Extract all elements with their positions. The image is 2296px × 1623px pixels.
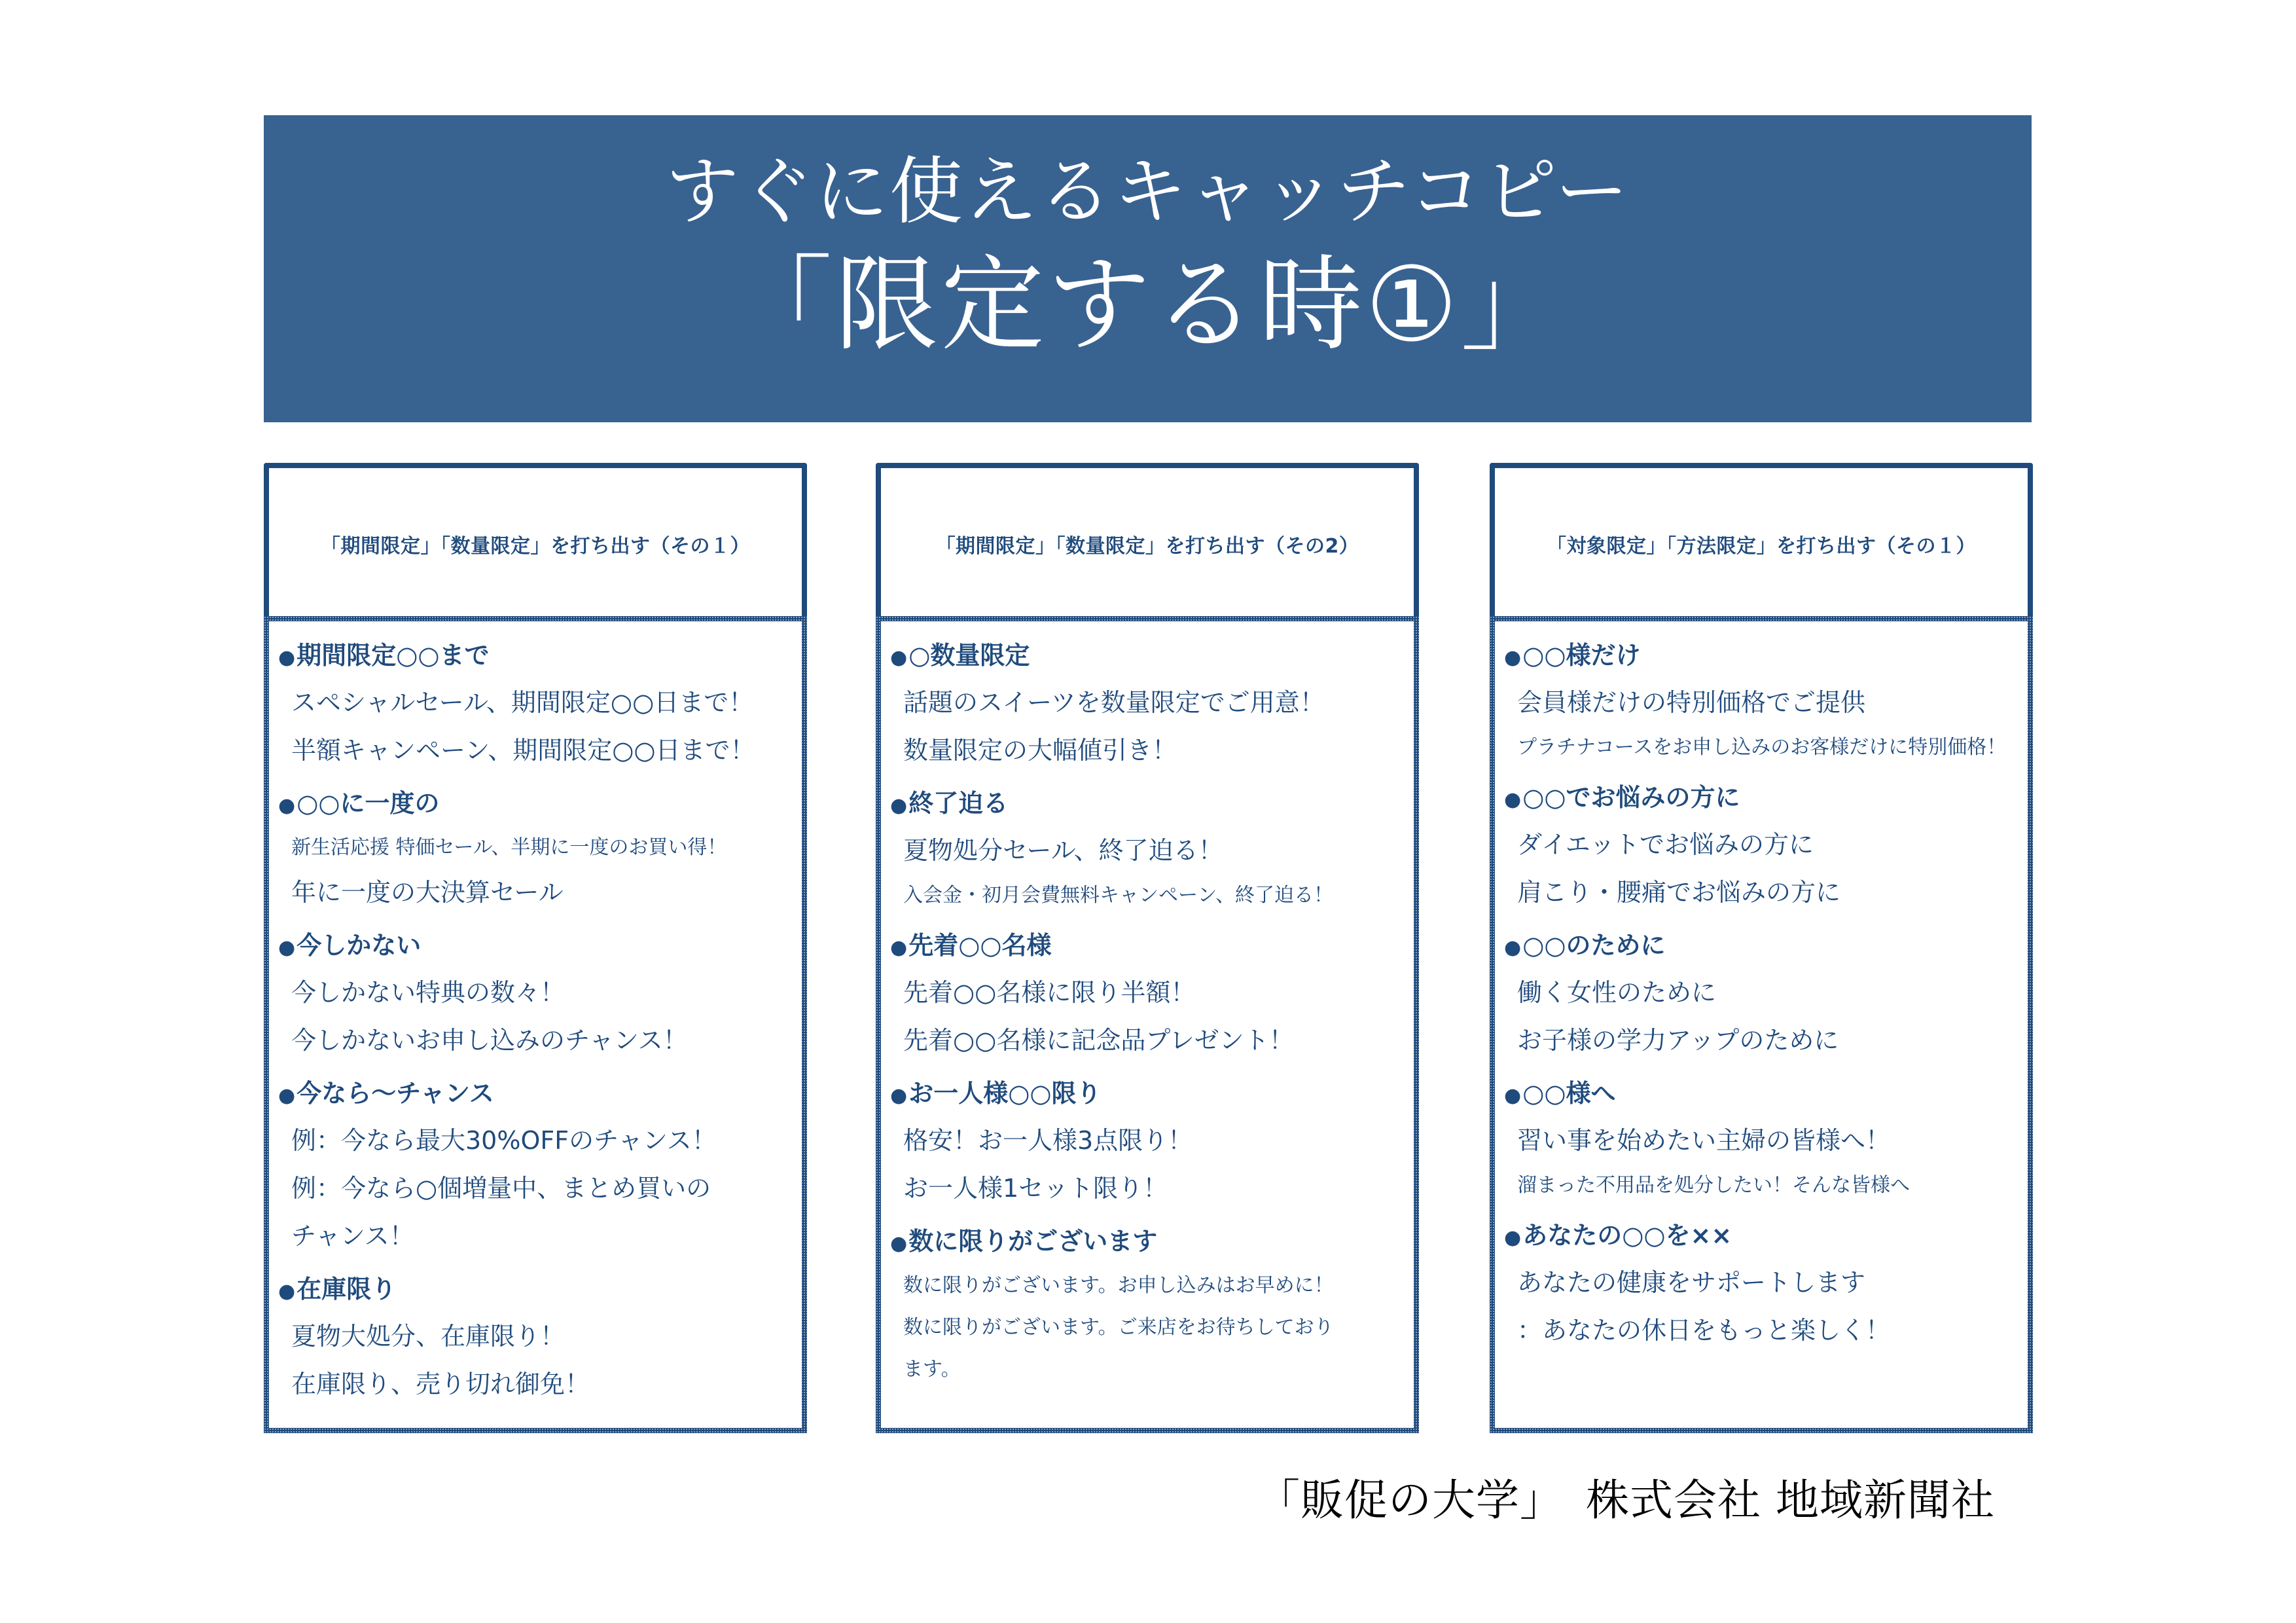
example-line: 半額キャンペーン、期間限定○○日まで！ [291,736,755,765]
example-line: ：あなたの休日をもっと楽しく！ [1517,1316,1891,1345]
card-body-content [269,621,802,1428]
copy-item [890,924,1414,1065]
bullet-icon: ● [890,1084,908,1107]
example-line: 習い事を始めたい主婦の皆様へ！ [1517,1126,1891,1155]
copy-item-heading-text: ○○様へ [1522,1079,1616,1108]
copy-item [1504,634,2028,769]
copy-item-heading [890,1072,1414,1117]
bullet-icon: ● [278,936,296,959]
copy-item-heading-text: お一人様○○限り [908,1079,1102,1108]
example-line: チャンス！ [291,1222,414,1250]
copy-item-heading [890,924,1414,969]
copy-item [1504,1214,2028,1355]
example-line: あなたの健康をサポートします [1517,1268,1866,1297]
bullet-icon: ● [278,794,296,817]
example-line: 例：今なら○個増量中、まとめ買いの [291,1174,711,1203]
card-body [876,616,1419,1433]
example-line: 新生活応援 特価セール、半期に一度のお買い得！ [291,836,727,859]
bullet-icon: ● [890,1232,908,1255]
card-header [264,463,807,620]
copy-item-heading-text: ○○様だけ [1522,641,1641,670]
footer-credit: 「販促の大学」 株式会社 地域新聞社 [1257,1475,1995,1525]
example-line: 例：今なら最大30%OFFのチャンス！ [291,1126,717,1155]
copy-item-heading-text: 数に限りがございます [908,1227,1158,1256]
category-card-3 [1490,463,2033,1433]
example-line: 溜まった不用品を処分したい！そんな皆様へ [1517,1174,1910,1197]
example-line: 数に限りがございます。お申し込みはお早めに！ [903,1274,1334,1297]
copy-item [1504,1072,2028,1207]
bullet-icon: ● [1504,1084,1522,1107]
example-line: スペシャルセール、期間限定○○日まで！ [291,688,754,717]
copy-item-heading-text: 期間限定○○まで [296,641,490,670]
bullet-icon: ● [278,1084,296,1107]
copy-item-heading [1504,634,2028,679]
copy-item [278,924,802,1065]
card-body [1490,616,2033,1433]
example-line: 会員様だけの特別価格でご提供 [1517,688,1866,717]
bullet-icon: ● [890,794,908,817]
copy-item-heading-text: 終了迫る [908,789,1009,818]
bullet-icon: ● [1504,1226,1522,1249]
example-line: 年に一度の大決算セール [291,878,564,907]
copy-item-heading-text: ○数量限定 [908,641,1030,670]
example-line: 先着○○名様に限り半額！ [903,978,1196,1007]
card-body-content [1495,621,2028,1428]
copy-item-heading [278,924,802,969]
banner-subtitle: すぐに使えるキャッチコピー [665,149,1630,234]
bullet-icon: ● [890,646,908,669]
copy-item [278,782,802,917]
copy-item-heading-text: ○○のために [1522,931,1666,960]
example-line: ます。 [903,1358,961,1381]
example-line: お一人様1セット限り！ [903,1174,1168,1203]
copy-item [890,634,1414,775]
example-line: 数に限りがございます。ご来店をお待ちしており [903,1316,1334,1339]
copy-item-heading-text: ○○に一度の [296,789,440,818]
copy-item-heading-text: 今なら～チャンス [296,1079,494,1108]
copy-item-heading [890,1220,1414,1265]
card-header-title: 「対象限定」「方法限定」を打ち出す（その１） [1547,535,1976,558]
bullet-icon: ● [278,646,296,669]
category-card-1 [264,463,807,1433]
example-line: 格安！お一人様3点限り！ [903,1126,1193,1155]
copy-item-heading-text: 先着○○名様 [908,931,1052,960]
copy-item-heading [1504,776,2028,821]
card-header [1490,463,2033,620]
example-line: 今しかないお申し込みのチャンス！ [291,1026,688,1055]
copy-item-heading-text: 今しかない [296,931,422,960]
copy-item [890,782,1414,917]
title-banner [264,115,2032,422]
example-line: 話題のスイーツを数量限定でご用意！ [903,688,1325,717]
bullet-icon: ● [1504,646,1522,669]
copy-item-heading [278,1072,802,1117]
bullet-icon: ● [1504,788,1522,811]
card-body-content [881,621,1414,1428]
copy-item-heading [278,634,802,679]
example-line: お子様の学力アップのために [1517,1026,1839,1055]
example-line: 入会金・初月会費無料キャンペーン、終了迫る！ [903,884,1333,907]
example-line: 働く女性のために [1517,978,1717,1007]
copy-item [278,634,802,775]
banner-title: 「限定する時①」 [728,245,1567,365]
bullet-icon: ● [890,936,908,959]
copy-item-heading [1504,1214,2028,1259]
copy-item-heading [890,634,1414,679]
example-line: プラチナコースをお申し込みのお客様だけに特別価格！ [1517,736,2007,759]
example-line: 先着○○名様に記念品プレゼント！ [903,1026,1294,1055]
copy-item-heading-text: 在庫限り [296,1275,397,1304]
copy-item-heading [890,782,1414,827]
bullet-icon: ● [278,1280,296,1303]
copy-item-heading-text: あなたの○○を×× [1522,1221,1732,1250]
card-header-title: 「期間限定」「数量限定」を打ち出す（その2） [935,535,1359,558]
copy-item-heading [1504,924,2028,969]
card-header-title: 「期間限定」「数量限定」を打ち出す（その１） [321,535,750,558]
copy-item-heading [278,1268,802,1313]
example-line: 在庫限り、売り切れ御免！ [291,1370,590,1398]
category-card-2 [876,463,1419,1433]
copy-item [890,1220,1414,1391]
copy-item [1504,924,2028,1065]
bullet-icon: ● [1504,936,1522,959]
card-header [876,463,1419,620]
copy-item [1504,776,2028,917]
copy-item [278,1072,802,1260]
copy-item-heading [1504,1072,2028,1117]
copy-item-heading [278,782,802,827]
copy-item [890,1072,1414,1213]
example-line: 肩こり・腰痛でお悩みの方に [1517,878,1841,907]
example-line: 夏物大処分、在庫限り！ [291,1322,565,1351]
copy-item [278,1268,802,1408]
example-line: ダイエットでお悩みの方に [1517,830,1814,859]
copy-item-heading-text: ○○でお悩みの方に [1522,783,1740,812]
example-line: 数量限定の大幅値引き！ [903,736,1177,765]
card-body [264,616,807,1433]
example-line: 今しかない特典の数々！ [291,978,565,1007]
example-line: 夏物処分セール、終了迫る！ [903,836,1223,865]
